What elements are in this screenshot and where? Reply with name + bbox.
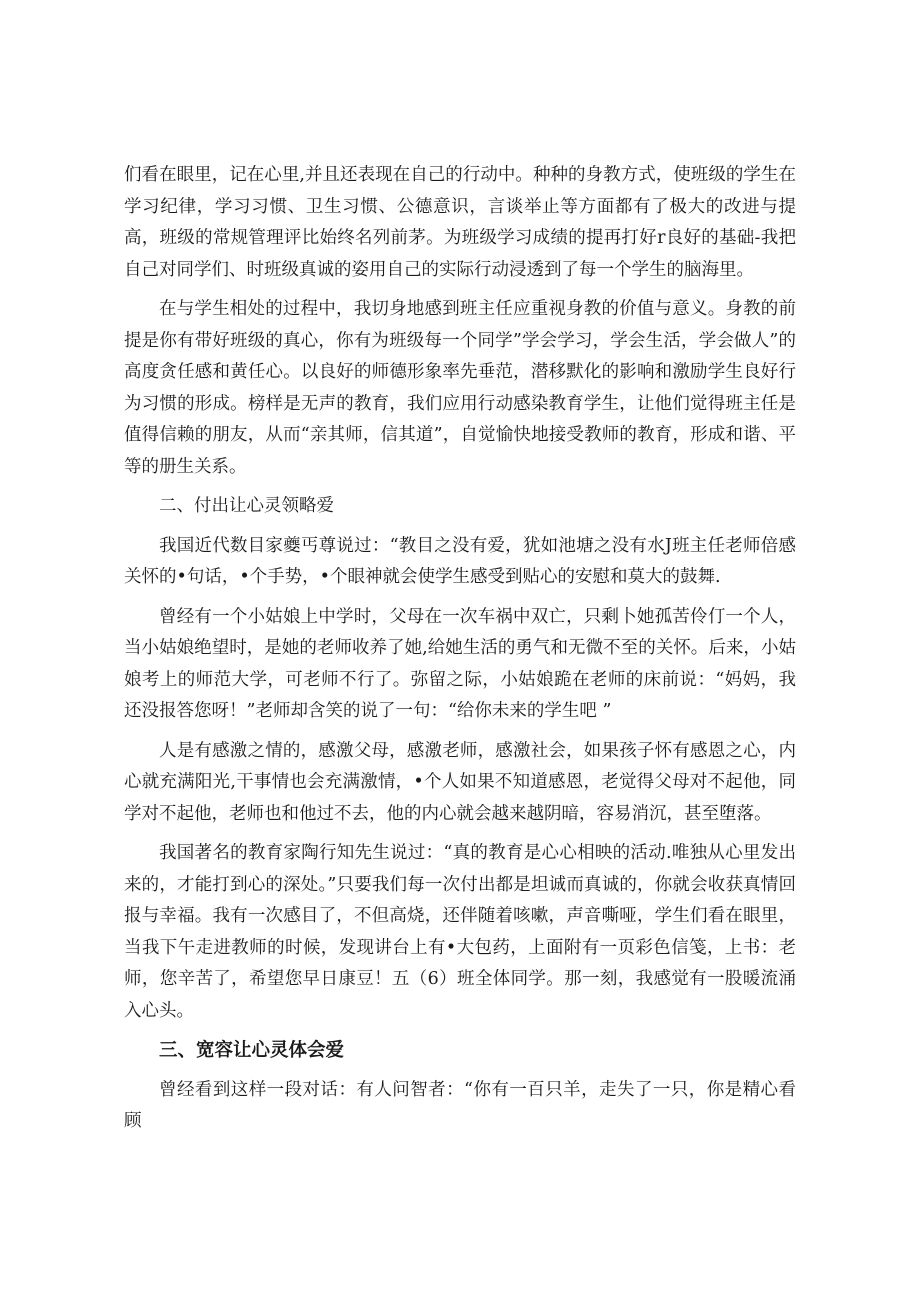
section-heading: 二、付出让心灵领略爱 [159, 496, 334, 516]
paragraph: 在与学生相处的过程中，我切身地感到班主任应重视身教的价值与意义。身教的前提是你有带好班级的真心，你有为班级每一个同学”学会学习，学会生活，学会做人”的高度贪任感和黄任心。以良好的师德形象率先垂范，潜移默化的影响和激励学生良好行为习惯的形成。榜样是无声的教育，我们应用行动感染教育学生，让他们觉得班主任是值得信赖的朋友，从而“亲其师，信其道”，自觉愉快地接受教师的教育，形成和谐、平等的册生关系。 [124, 299, 796, 477]
section-heading: 三、宽容让心灵体会爱 [159, 1040, 345, 1061]
paragraph: 曾经有一个小姑娘上中学时，父母在一次车祸中双亡，只剩卜她孤苦伶仃一个人，当小姑娘绝望时，是她的老师收养了她,给她生活的勇气和无微不至的关怀。后来，小姑娘考上的师范大学，可老师不行了。弥留之际，小姑娘跪在老师的床前说：“妈妈，我还没报答您呀！”老师却含笑的说了一句：“给你未来的学生吧 ” [124, 606, 796, 721]
paragraph: 我国近代数目家夔丐尊说过：“教目之没有爱，犹如池塘之没有水J班主任老师倍感关怀的•句话，•个手势，•个眼神就会使学生感受到贴心的安慰和莫大的鼓舞. [124, 535, 796, 587]
paragraph: 人是有感激之情的，感激父母，感激老师，感激社会，如果孩子怀有感恩之心，内心就充满阳光,干事情也会充满激情，•个人如果不知道感恩，老觉得父母对不起他，同学对不起他，老师也和他过不去，他的内心就会越来越阴暗，容易消沉，甚至堕落。 [124, 740, 796, 824]
paragraph: 们看在眼里，记在心里,并且还表现在自己的行动中。种种的身教方式，使班级的学生在学习纪律，学习习惯、卫生习惯、公德意识，言谈举止等方面都有了极大的改进与提高，班级的常规管理评比始终名列前茅。为班级学习成绩的提再打好r良好的基础-我把自己对同学们、时班级真诚的姿用自己的实际行动浸透到了每一个学生的脑海里。 [124, 165, 796, 280]
paragraph: 曾经看到这样一段对话：有人问智者：“你有一百只羊，走失了一只，你是精心看顾 [124, 1079, 796, 1131]
document-body [124, 160, 796, 1146]
paragraph: 我国著名的教育家陶行知先生说过：“真的教育是心心相映的活动.唯独从心里发出来的，才能打到心的深处。”只要我们每一次付出都是坦诚而真诚的，你就会收获真情回报与幸福。我有一次感目了，不但高烧，还伴随着咳嗽，声音嘶哑，学生们看在眼里，当我下午走进教师的时候，发现讲台上有•大包药，上面附有一页彩色信笺，上书：老师，您辛苦了，希望您早日康豆！五（6）班全体同学。那一刻，我感觉有一股暖流涌入心头。 [124, 843, 796, 1021]
